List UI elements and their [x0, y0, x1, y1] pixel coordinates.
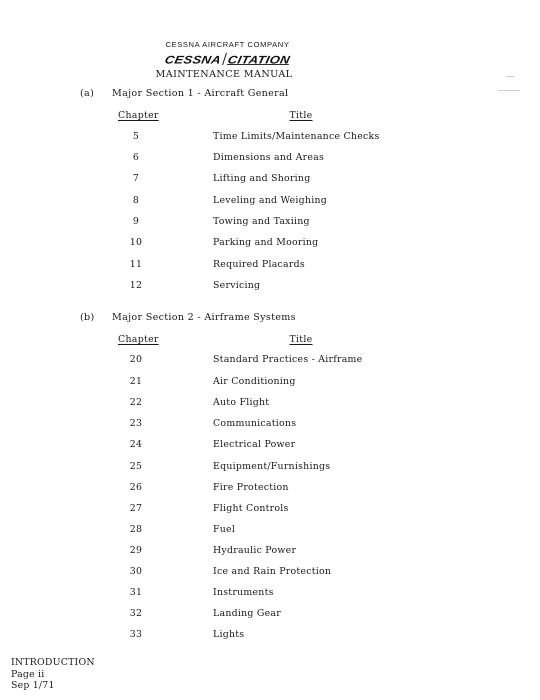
chapter-number: 27: [129, 503, 143, 514]
chapter-number: 31: [129, 587, 143, 598]
chapter-title: Flight Controls: [213, 503, 289, 514]
page-footer: [11, 657, 95, 692]
footer-section: INTRODUCTION: [11, 657, 95, 668]
chapter-number: 20: [129, 354, 143, 365]
section-label: (b): [80, 312, 95, 323]
section-title: Major Section 2 - Airframe Systems: [112, 312, 296, 323]
chapter-title: Ice and Rain Protection: [213, 566, 332, 577]
table-row: [0, 237, 540, 251]
chapter-number: 24: [129, 439, 143, 450]
company-name: CESSNA AIRCRAFT COMPANY: [165, 40, 290, 49]
chapter-title: Towing and Taxiing: [213, 216, 310, 227]
footer-page-number: Page ii: [11, 668, 45, 680]
footer-date: Sep 1/71: [11, 680, 55, 691]
title-column-header: Title: [289, 334, 313, 345]
chapter-title: Equipment/Furnishings: [213, 461, 331, 472]
scan-mark: [506, 76, 514, 77]
chapter-column-header: Chapter: [118, 334, 159, 345]
chapter-number: 30: [129, 566, 143, 577]
table-row: [0, 216, 540, 230]
table-row: [0, 629, 540, 643]
manual-title: MAINTENANCE MANUAL: [155, 69, 293, 80]
chapter-title: Dimensions and Areas: [213, 152, 325, 163]
table-row: [0, 259, 540, 273]
table-row: [0, 280, 540, 294]
cessna-citation-logo: [0, 52, 455, 67]
title-column-header: Title: [289, 110, 313, 121]
table-row: [0, 152, 540, 166]
table-row: [0, 503, 540, 517]
chapter-title: Auto Flight: [213, 397, 270, 408]
chapter-number: 33: [129, 629, 143, 640]
chapter-title: Standard Practices - Airframe: [213, 354, 363, 365]
table-row: [0, 587, 540, 601]
table-row: [0, 376, 540, 390]
table-row: [0, 131, 540, 145]
chapter-number: 9: [132, 216, 140, 227]
chapter-title: Fire Protection: [213, 482, 289, 493]
chapter-number: 12: [129, 280, 143, 291]
table-row: [0, 173, 540, 187]
chapter-title: Air Conditioning: [213, 376, 296, 387]
chapter-title: Lifting and Shoring: [213, 173, 311, 184]
chapter-title: Instruments: [213, 587, 274, 598]
table-row: [0, 482, 540, 496]
chapter-title: Lights: [213, 629, 245, 640]
chapter-title: Landing Gear: [213, 608, 281, 619]
scan-mark: [498, 90, 520, 91]
chapter-number: 6: [132, 152, 140, 163]
table-row: [0, 461, 540, 475]
chapter-number: 32: [129, 608, 143, 619]
chapter-number: 10: [129, 237, 143, 248]
chapter-title: Electrical Power: [213, 439, 296, 450]
chapter-title: Communications: [213, 418, 297, 429]
chapter-title: Leveling and Weighing: [213, 195, 327, 206]
chapter-number: 7: [132, 173, 140, 184]
table-row: [0, 195, 540, 209]
table-row: [0, 418, 540, 432]
table-row: [0, 545, 540, 559]
table-row: [0, 397, 540, 411]
chapter-title: Servicing: [213, 280, 261, 291]
chapter-title: Time Limits/Maintenance Checks: [213, 131, 380, 142]
chapter-title: Fuel: [213, 524, 236, 535]
chapter-column-header: Chapter: [118, 110, 159, 121]
logo-cessna-text: CESSNA: [163, 53, 223, 66]
chapter-title: Required Placards: [213, 259, 305, 270]
table-row: [0, 608, 540, 622]
chapter-title: Hydraulic Power: [213, 545, 297, 556]
chapter-number: 28: [129, 524, 143, 535]
table-row: [0, 524, 540, 538]
section-label: (a): [80, 88, 95, 99]
table-row: [0, 439, 540, 453]
section-title: Major Section 1 - Aircraft General: [112, 88, 289, 99]
chapter-number: 25: [129, 461, 143, 472]
chapter-number: 22: [129, 397, 143, 408]
chapter-number: 26: [129, 482, 143, 493]
chapter-number: 5: [132, 131, 140, 142]
section-a-heading: [80, 88, 288, 99]
section-b-heading: [80, 312, 296, 323]
chapter-number: 8: [132, 195, 140, 206]
table-row: [0, 354, 540, 368]
chapter-number: 11: [129, 259, 143, 270]
chapter-number: 21: [129, 376, 143, 387]
chapter-number: 29: [129, 545, 143, 556]
table-row: [0, 566, 540, 580]
chapter-title: Parking and Mooring: [213, 237, 319, 248]
chapter-number: 23: [129, 418, 143, 429]
logo-citation-text: CITATION: [226, 53, 292, 66]
